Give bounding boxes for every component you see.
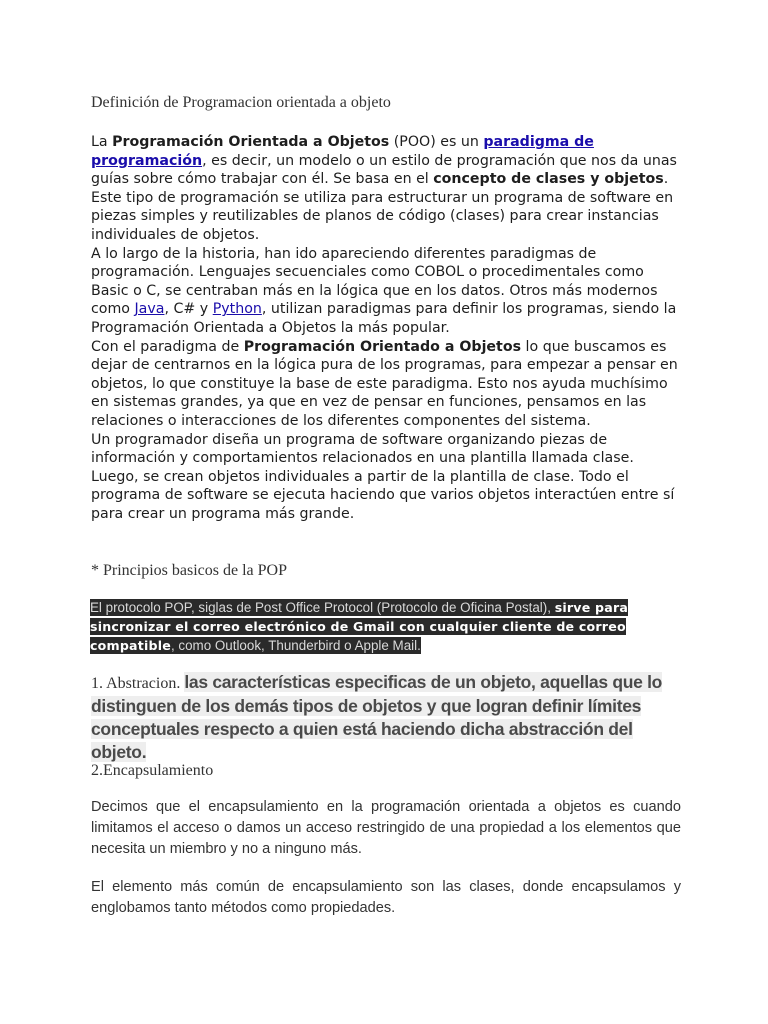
text-run: lo que buscamos es dejar de centrarnos en la lógica pura de los programas, para empezar a pensar en objetos, lo que constituye la base de este paradigma. Esto nos ayuda muchísimo en sistemas grandes, ya que en vez de pensar en funciones, pensamos en las relaciones o interacciones de los diferentes componentes del sistema. [91, 338, 678, 429]
text-run: , como Outlook, Thunderbird o Apple Mail. [170, 638, 421, 653]
abstraccion-label: 1. Abstracion. [91, 675, 185, 692]
text-run: , C# y [164, 301, 213, 318]
document-title: Definición de Programacion orientada a objeto [91, 94, 391, 111]
encapsulamiento-heading: 2.Encapsulamiento [91, 762, 214, 779]
intro-section [91, 133, 683, 523]
paradigma-link[interactable]: paradigma de programación [91, 134, 594, 169]
intro-paragraph-4: Un programador diseña un programa de software organizando piezas de información y comportamientos relacionados en una plantilla llamada clase. Luego, se crean objetos individuales a partir de la plantilla de clase. Todo el programa de software se ejecuta haciendo que varios objetos interactúen entre sí para crear un programa más grande. [91, 431, 675, 522]
abstraccion-section [91, 671, 691, 764]
bold-term: Programación Orientado a Objetos [243, 338, 522, 355]
principles-heading: * Principios basicos de la POP [91, 562, 287, 579]
pop-text [90, 599, 628, 654]
text-run: , utilizan paradigmas para definir los programas, siendo la Programación Orientada a Objetos la más popular. [91, 301, 677, 336]
encapsulamiento-paragraph-1: Decimos que el encapsulamiento en la programación orientada a objetos es cuando limitamos el acceso o damos un acceso restringido de una propiedad a los elementos que necesita un miembro y no a ninguno más. [91, 799, 681, 857]
pop-highlight-block [90, 598, 654, 655]
text-run: . Este tipo de programación se utiliza para estructurar un programa de software en piezas simples y reutilizables de planos de código (clases) para crear instancias individuales de objetos. [91, 171, 674, 243]
text-run: Con el paradigma de [91, 338, 244, 355]
bold-term: Programación Orientada a Objetos [112, 134, 390, 150]
text-run: A lo largo de la historia, han ido apareciendo diferentes paradigmas de programación. Lenguajes secuenciales como COBOL o procedimentales como Basic o C, se centraban más en la lógica que en los datos. Otros más modernos como [91, 245, 658, 318]
java-link[interactable]: Java [134, 301, 165, 318]
text-run: La [91, 134, 113, 150]
abstraccion-text: las características especificas de un objeto, aquellas que lo distinguen de los demás tipos de objetos y que logran definir límites conceptuales respecto a quien está haciendo dicha abstracción del objeto. [91, 672, 663, 762]
intro-paragraph-2 [91, 245, 683, 338]
text-run: (POO) es un [389, 134, 484, 150]
intro-paragraph-3 [91, 338, 683, 431]
bold-term: sirve para sincronizar el correo electrónico de Gmail con cualquier cliente de correo compatible [90, 600, 629, 653]
python-link[interactable]: Python [212, 301, 262, 318]
text-run: El protocolo POP, siglas de Post Office Protocol (Protocolo de Oficina Postal), [90, 600, 555, 615]
intro-paragraph-1 [91, 133, 683, 245]
bold-term: concepto de clases y objetos [433, 171, 664, 188]
text-run: , es decir, un modelo o un estilo de programación que nos da unas guías sobre cómo trabajar con él. Se basa en el [91, 152, 677, 188]
encapsulamiento-paragraph-2: El elemento más común de encapsulamiento son las clases, donde encapsulamos y englobamos tanto métodos como propiedades. [91, 879, 681, 916]
